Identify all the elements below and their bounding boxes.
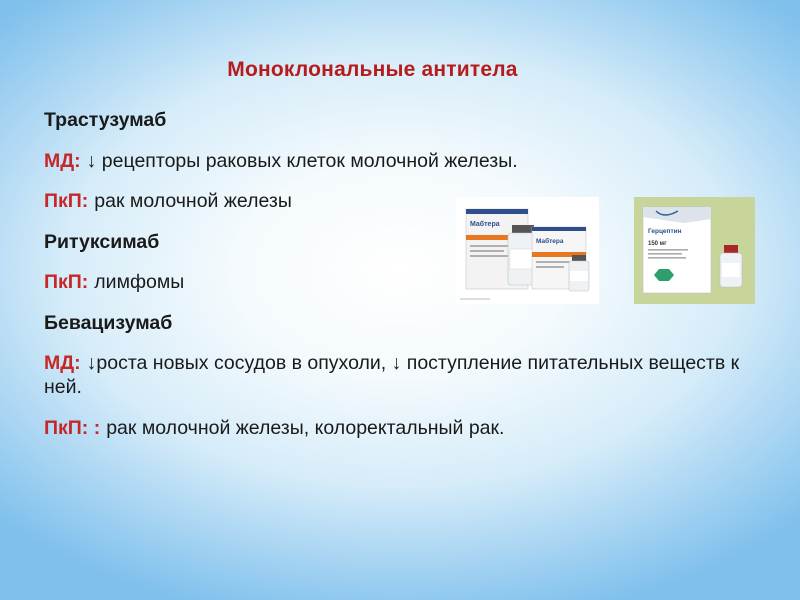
herceptin-package-photo bbox=[634, 197, 755, 304]
pkp-label: ПкП: bbox=[44, 271, 89, 293]
pkp-label: ПкП: : bbox=[44, 416, 101, 439]
indication-text: рак молочной железы bbox=[94, 190, 292, 212]
herceptin-box bbox=[643, 207, 711, 293]
slide-title: Моноклональные антитела bbox=[227, 58, 518, 81]
indication-line bbox=[44, 416, 764, 440]
herceptin-dose: 150 мг bbox=[648, 241, 667, 247]
drug-name-trastuzumab: Трастузумаб bbox=[44, 109, 167, 131]
indication-text: лимфомы bbox=[94, 271, 185, 293]
mabthera-label-2: Мабтера bbox=[536, 238, 564, 245]
indication-text: рак молочной железы, колоректальный рак. bbox=[106, 416, 505, 439]
herceptin-label: Герцептин bbox=[648, 228, 682, 235]
mechanism-text: ↓роста новых сосудов в опухоли, ↓ поступление питательных веществ к ней. bbox=[44, 352, 740, 398]
mechanism-line bbox=[44, 149, 764, 173]
vial-front bbox=[569, 255, 589, 291]
mabthera-illustration bbox=[456, 197, 599, 304]
mabthera-package-photo bbox=[456, 197, 599, 304]
md-label: МД: bbox=[44, 352, 81, 374]
drug-name-rituximab: Ритуксимаб bbox=[44, 230, 160, 253]
pkp-label: ПкП: bbox=[44, 190, 89, 212]
mabthera-label-1: Мабтера bbox=[470, 221, 500, 228]
mechanism-text: ↓ рецепторы раковых клеток молочной железы. bbox=[86, 149, 518, 172]
md-label: МД: bbox=[44, 149, 81, 172]
herceptin-illustration bbox=[634, 197, 755, 304]
drug-name-bevacizumab: Бевацизумаб bbox=[44, 311, 173, 334]
mechanism-line bbox=[44, 351, 764, 399]
